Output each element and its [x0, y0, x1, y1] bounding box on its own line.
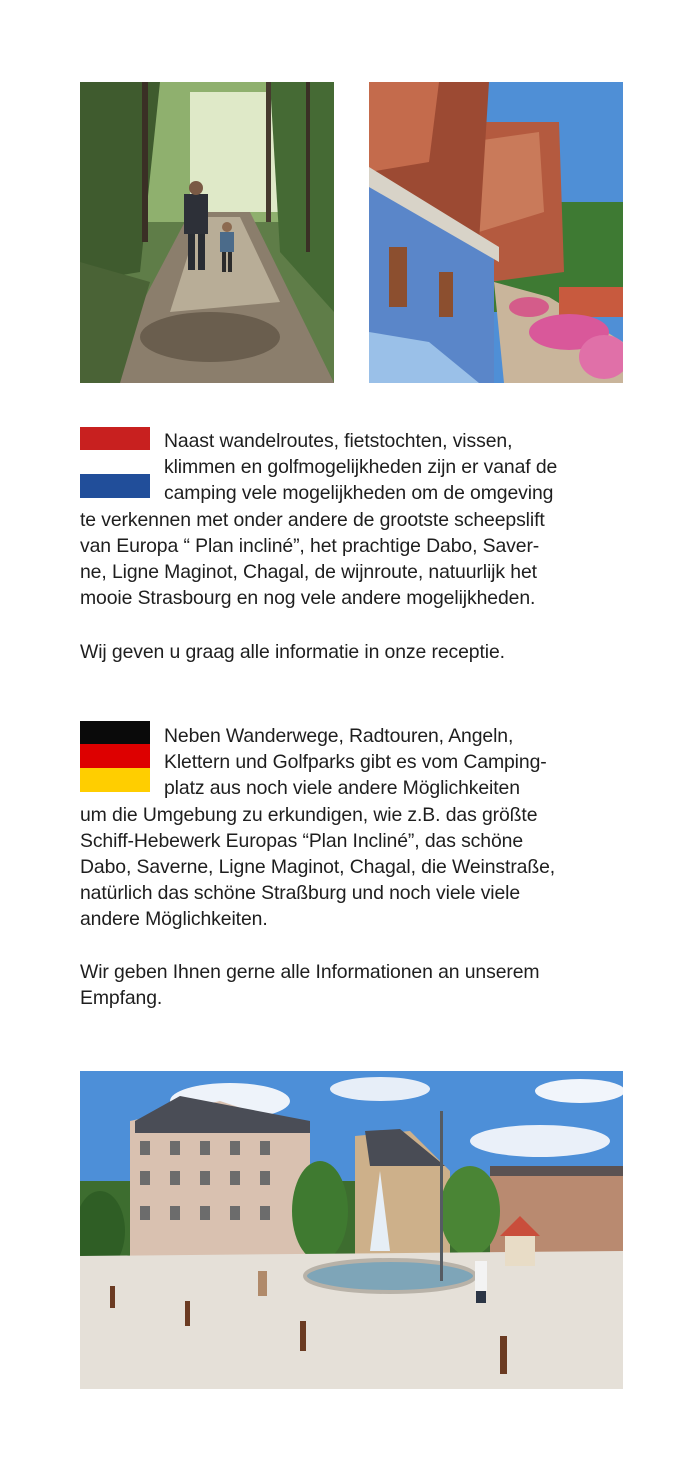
text-line: te verkennen met onder andere de grootste scheepslift [80, 508, 545, 531]
text-line: Dabo, Saverne, Ligne Maginot, Chagal, die Weinstraße, [80, 855, 556, 878]
blue-house-cliff-photo [369, 82, 623, 383]
text-line: Klettern und Golfparks gibt es vom Camping- [164, 751, 547, 774]
text-line: ne, Ligne Maginot, Chagal, de wijnroute, natuurlijk het [80, 560, 537, 583]
text-line: mooie Strasbourg en nog vele andere mogelijkheden. [80, 587, 536, 610]
text-line: andere Möglichkeiten. [80, 908, 268, 931]
text-line: um die Umgebung zu erkundigen, wie z.B. das größte [80, 803, 538, 826]
text-line: klimmen en golfmogelijkheden zijn er vanaf de [164, 456, 558, 479]
text-line: van Europa “ Plan incliné”, het prachtige Dabo, Saver- [80, 534, 540, 557]
text-line: camping vele mogelijkheden om de omgeving [164, 482, 554, 505]
text-line: Wir geben Ihnen gerne alle Informationen an unserem [80, 961, 540, 983]
text-line: natürlich das schöne Straßburg und noch viele viele [80, 882, 521, 905]
text-line: Wij geven u graag alle informatie in onze receptie. [80, 641, 505, 663]
town-square-photo [80, 1071, 623, 1389]
text-line: Empfang. [80, 987, 163, 1010]
text-line: platz aus noch viele andere Möglichkeiten [164, 777, 520, 800]
dutch-paragraph [80, 428, 620, 611]
text-line: Neben Wanderwege, Radtouren, Angeln, [164, 725, 514, 747]
forest-path-photo [80, 82, 334, 383]
german-reception-note [80, 959, 620, 1011]
text-line: Naast wandelroutes, fietstochten, vissen, [164, 430, 513, 452]
dutch-reception-note [80, 639, 620, 665]
german-paragraph [80, 723, 620, 933]
text-line: Schiff-Hebewerk Europas “Plan Incliné”, das schöne [80, 829, 524, 852]
